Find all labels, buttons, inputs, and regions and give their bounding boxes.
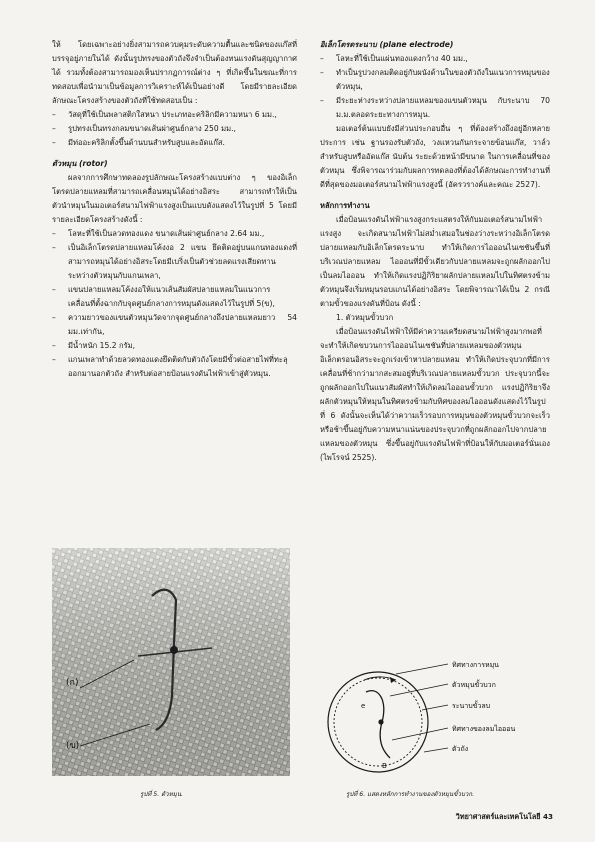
- rotor-diagram: [326, 648, 556, 786]
- label-ion-wind-direction: ทิศทางของลมไอออน: [452, 725, 516, 733]
- label-tank: ตัวถัง: [452, 745, 469, 753]
- list-item: – แขนปลายแหลมโค้งงอให้แนวเส้นสัมผัสปลายแหลมในแนวการเคลื่อนที่ตั้งฉากกับจุดศูนย์กลางการหมุนดังแสดงไว้ในรูปที่ 5(ข),: [52, 285, 275, 308]
- label-b: (ข): [66, 741, 80, 751]
- mark-e: e: [361, 702, 366, 710]
- body-paragraph: ผลจากการศึกษาทดลองรูปลักษณะโครงสร้างแบบต่าง ๆ ของอิเล็กโตรดปลายแหลมที่สามารถเคลื่อนหมุนได้อย่างอิสระ สามารถทำให้เป็นตัวนำหมุนในมอเตอร์สนามไฟฟ้าแรงสูงเป็นแบบดังแสดงไว้ในรูปที่ 5 โดยมีรายละเอียดโครงสร้างดังนี้ :: [52, 173, 297, 224]
- body-paragraph: มอเตอร์ต้นแบบยังมีส่วนประกอบอื่น ๆ ที่ต้องสร้างถึงอยู่อีกหลายประการ เช่น ฐานรองรับตัวถัง, วงแหวนกันกระจายข้อนแก๊ส, วาล์วสำหรับสูบหรืออัดแก๊ส นับต้น ระยะด้วยหน้ามีขนาด ในการเคลื่อนที่ของตัวหมุน ซึ่งพิจารณาร่วมกับผลการทดลองที่ต้องได้ลักษณะการทำงานที่ดีที่สุดของมอเตอร์สนามไฟฟ้าแรงสูงนี้ (อัครวรางค์และคณะ 2527).: [320, 124, 550, 189]
- list-item: – มีระยะห่างระหว่างปลายแหลมของแขนตัวหมุน กับระนาบ 70 ม.ม.ตลอดระยะทางการหมุน.: [320, 96, 550, 119]
- list-item: – ความยาวของแขนตัวหมุนวัดจากจุดศูนย์กลางถึงปลายแหลมยาว 54 มม.เท่ากัน,: [52, 313, 297, 336]
- body-paragraph: ให้ โดยเฉพาะอย่างยิ่งสามารถควบคุมระดับความตื้นและชนิดของแก๊สที่บรรจุอยู่ภายในได้ ดังนั้นรูปทรงของตัวถังจึงจำเป็นต้องทนแรงดันสุญญากาศได้ รวมทั้งต้องสามารถมองเห็นปรากฏการณ์ต่าง ๆ ที่เกิดขึ้นในขณะที่การทดสอบเพื่อนำมาเป็นข้อมูลการวิเคราะห์ได้เป็นอย่างดี โดยมีรายละเอียดลักษณะโครงสร้างของตัวถังที่ใช้ทดสอบเป็น :: [52, 40, 297, 105]
- label-a: (ก): [66, 678, 79, 688]
- figure-5-caption: รูปที่ 5. ตัวหมุน.: [140, 791, 184, 798]
- left-column: [52, 38, 297, 381]
- label-negative-plane: ระนาบขั้วลบ: [452, 702, 491, 710]
- mark-b: B: [382, 762, 387, 770]
- section-heading-principle: หลักการทำงาน: [320, 201, 370, 210]
- list-item: – เป็นอิเล็กโตรดปลายแหลมโค้งงอ 2 แขน ยึดติดอยู่บนแกนทองแดงที่สามารถหมุนได้อย่างอิสระโดยมีเบริ่งเป็นตัวช่วยลดแรงเสียดทานระหว่างตัวหมุนกับแกนเพลา,: [52, 243, 297, 280]
- leader-line: [392, 728, 448, 740]
- case-heading: 1. ตัวหมุนขั้วบวก: [336, 313, 394, 322]
- plane-list: [320, 52, 550, 122]
- body-list: [52, 108, 297, 150]
- list-item: – ทำเป็นรูปวงกลมติดอยู่กับผนังด้านในของตัวถังในแนวการหมุนของตัวหมุน,: [320, 68, 550, 91]
- plane-electrode-ring: [334, 678, 422, 766]
- list-item: – แกนเพลาทำด้วยลวดทองแดงยึดติดกับตัวถังโดยมีขั้วต่อสายไฟที่ทะลุออกมานอกตัวถัง สำหรับต่อสายป้อนแรงดันไฟฟ้าเข้าสู่ตัวหมุน.: [52, 355, 288, 378]
- list-item: – มีท่ออะคริลิกตั้งขึ้นด้านบนสำหรับสูบและอัดแก๊ส.: [52, 138, 225, 147]
- figure-6-caption: รูปที่ 6. แสดงหลักการทำงานของตัวหมุนขั้วบวก.: [346, 791, 475, 798]
- right-column: [320, 38, 550, 465]
- rotor-photo: [52, 548, 290, 776]
- leader-line: [396, 664, 448, 674]
- page-footer: วิทยาศาสตร์และเทคโนโลยี 43: [455, 812, 553, 821]
- label-rotation-direction: ทิศทางการหมุน: [452, 661, 499, 669]
- body-paragraph: เมื่อป้อนแรงดันไฟฟ้าให้มีค่าความเครียดสนามไฟฟ้าสูงมากพอที่จะทำให้เกิดขบวนการไอออนไนเซชันที่ปลายแหลมของตัวหมุน อิเล็กตรอนอิสระจะถูกเร่งเข้าหาปลายแหลม ทำให้เกิดประจุบวกที่มีการเคลื่อนที่ช้ากว่ามากสะสมอยู่ที่บริเวณปลายแหลมขั้วบวก ประจุบวกนี้จะถูกผลักออกไปในแนวสัมผัสทำให้เกิดลมไอออนขั้วบวก แรงปฏิกิริยาจึงผลักตัวหมุนให้หมุนในทิศตรงข้ามกับทิศของลมไอออนดังแสดงไว้ในรูปที่ 6 ดังนั้นจะเห็นได้ว่าความเร็วรอบการหมุนของตัวหมุนขั้วบวกจะเร็วหรือช้าขึ้นอยู่กับความหนาแน่นของประจุบวกที่ถูกผลักออกไปจากปลายแหลมของตัวหมุน ซึ่งขึ้นอยู่กับแรงดันไฟฟ้าที่ป้อนให้กับมอเตอร์นั่นเอง (ไพโรจน์ 2525).: [320, 327, 550, 462]
- rotor-arm: [366, 691, 390, 758]
- leader-line: [424, 748, 448, 752]
- arrowhead-icon: [390, 677, 396, 683]
- list-item: – มีน้ำหนัก 15.2 กรัม,: [52, 341, 136, 350]
- rotor-hub: [170, 646, 178, 654]
- section-heading-plane: อิเล็กโตรดระนาบ (plane electrode): [320, 40, 454, 49]
- list-item: – โลหะที่ใช้เป็นลวดทองแดง ขนาดเส้นผ่าศูนย์กลาง 2.64 มม.,: [52, 229, 265, 238]
- label-positive-rotor: ตัวหมุนขั้วบวก: [452, 681, 496, 689]
- body-paragraph: เมื่อป้อนแรงดันไฟฟ้าแรงสูงกระแสตรงให้กับมอเตอร์สนามไฟฟ้าแรงสูง จะเกิดสนามไฟฟ้าไม่สม่ำเสมอในช่องว่างระหว่างอิเล็กโตรดปลายแหลมกับอิเล็กโตรดระนาบ ทำให้เกิดการไอออนไนเซชันขึ้นที่บริเวณปลายแหลม ไอออนที่มีขั้วเดียวกับปลายแหลมจะถูกผลักออกไปเป็นลมไอออน ทำให้เกิดแรงปฏิกิริยาผลักปลายแหลมไปในทิศตรงข้าม ตัวหมุนจึงเริ่มหมุนรอบแกนได้อย่างอิสระ โดยพิจารณาได้เป็น 2 กรณีตามขั้วของแรงดันที่ป้อน ดังนี้ :: [320, 215, 550, 308]
- list-item: – รูปทรงเป็นทรงกลมขนาดเส้นผ่าศูนย์กลาง 250 มม.,: [52, 124, 236, 133]
- tank-outline: [328, 672, 428, 772]
- rotor-list: [52, 227, 297, 381]
- rotor-center: [378, 719, 383, 724]
- list-item: – วัสดุที่ใช้เป็นพลาสติกใสหนา ประเภทอะคริลิกมีความหนา 6 มม.,: [52, 110, 277, 119]
- list-item: – โลหะที่ใช้เป็นแผ่นทองแดงกว้าง 40 มม.,: [320, 54, 468, 63]
- section-heading-rotor: ตัวหมุน (rotor): [52, 159, 108, 168]
